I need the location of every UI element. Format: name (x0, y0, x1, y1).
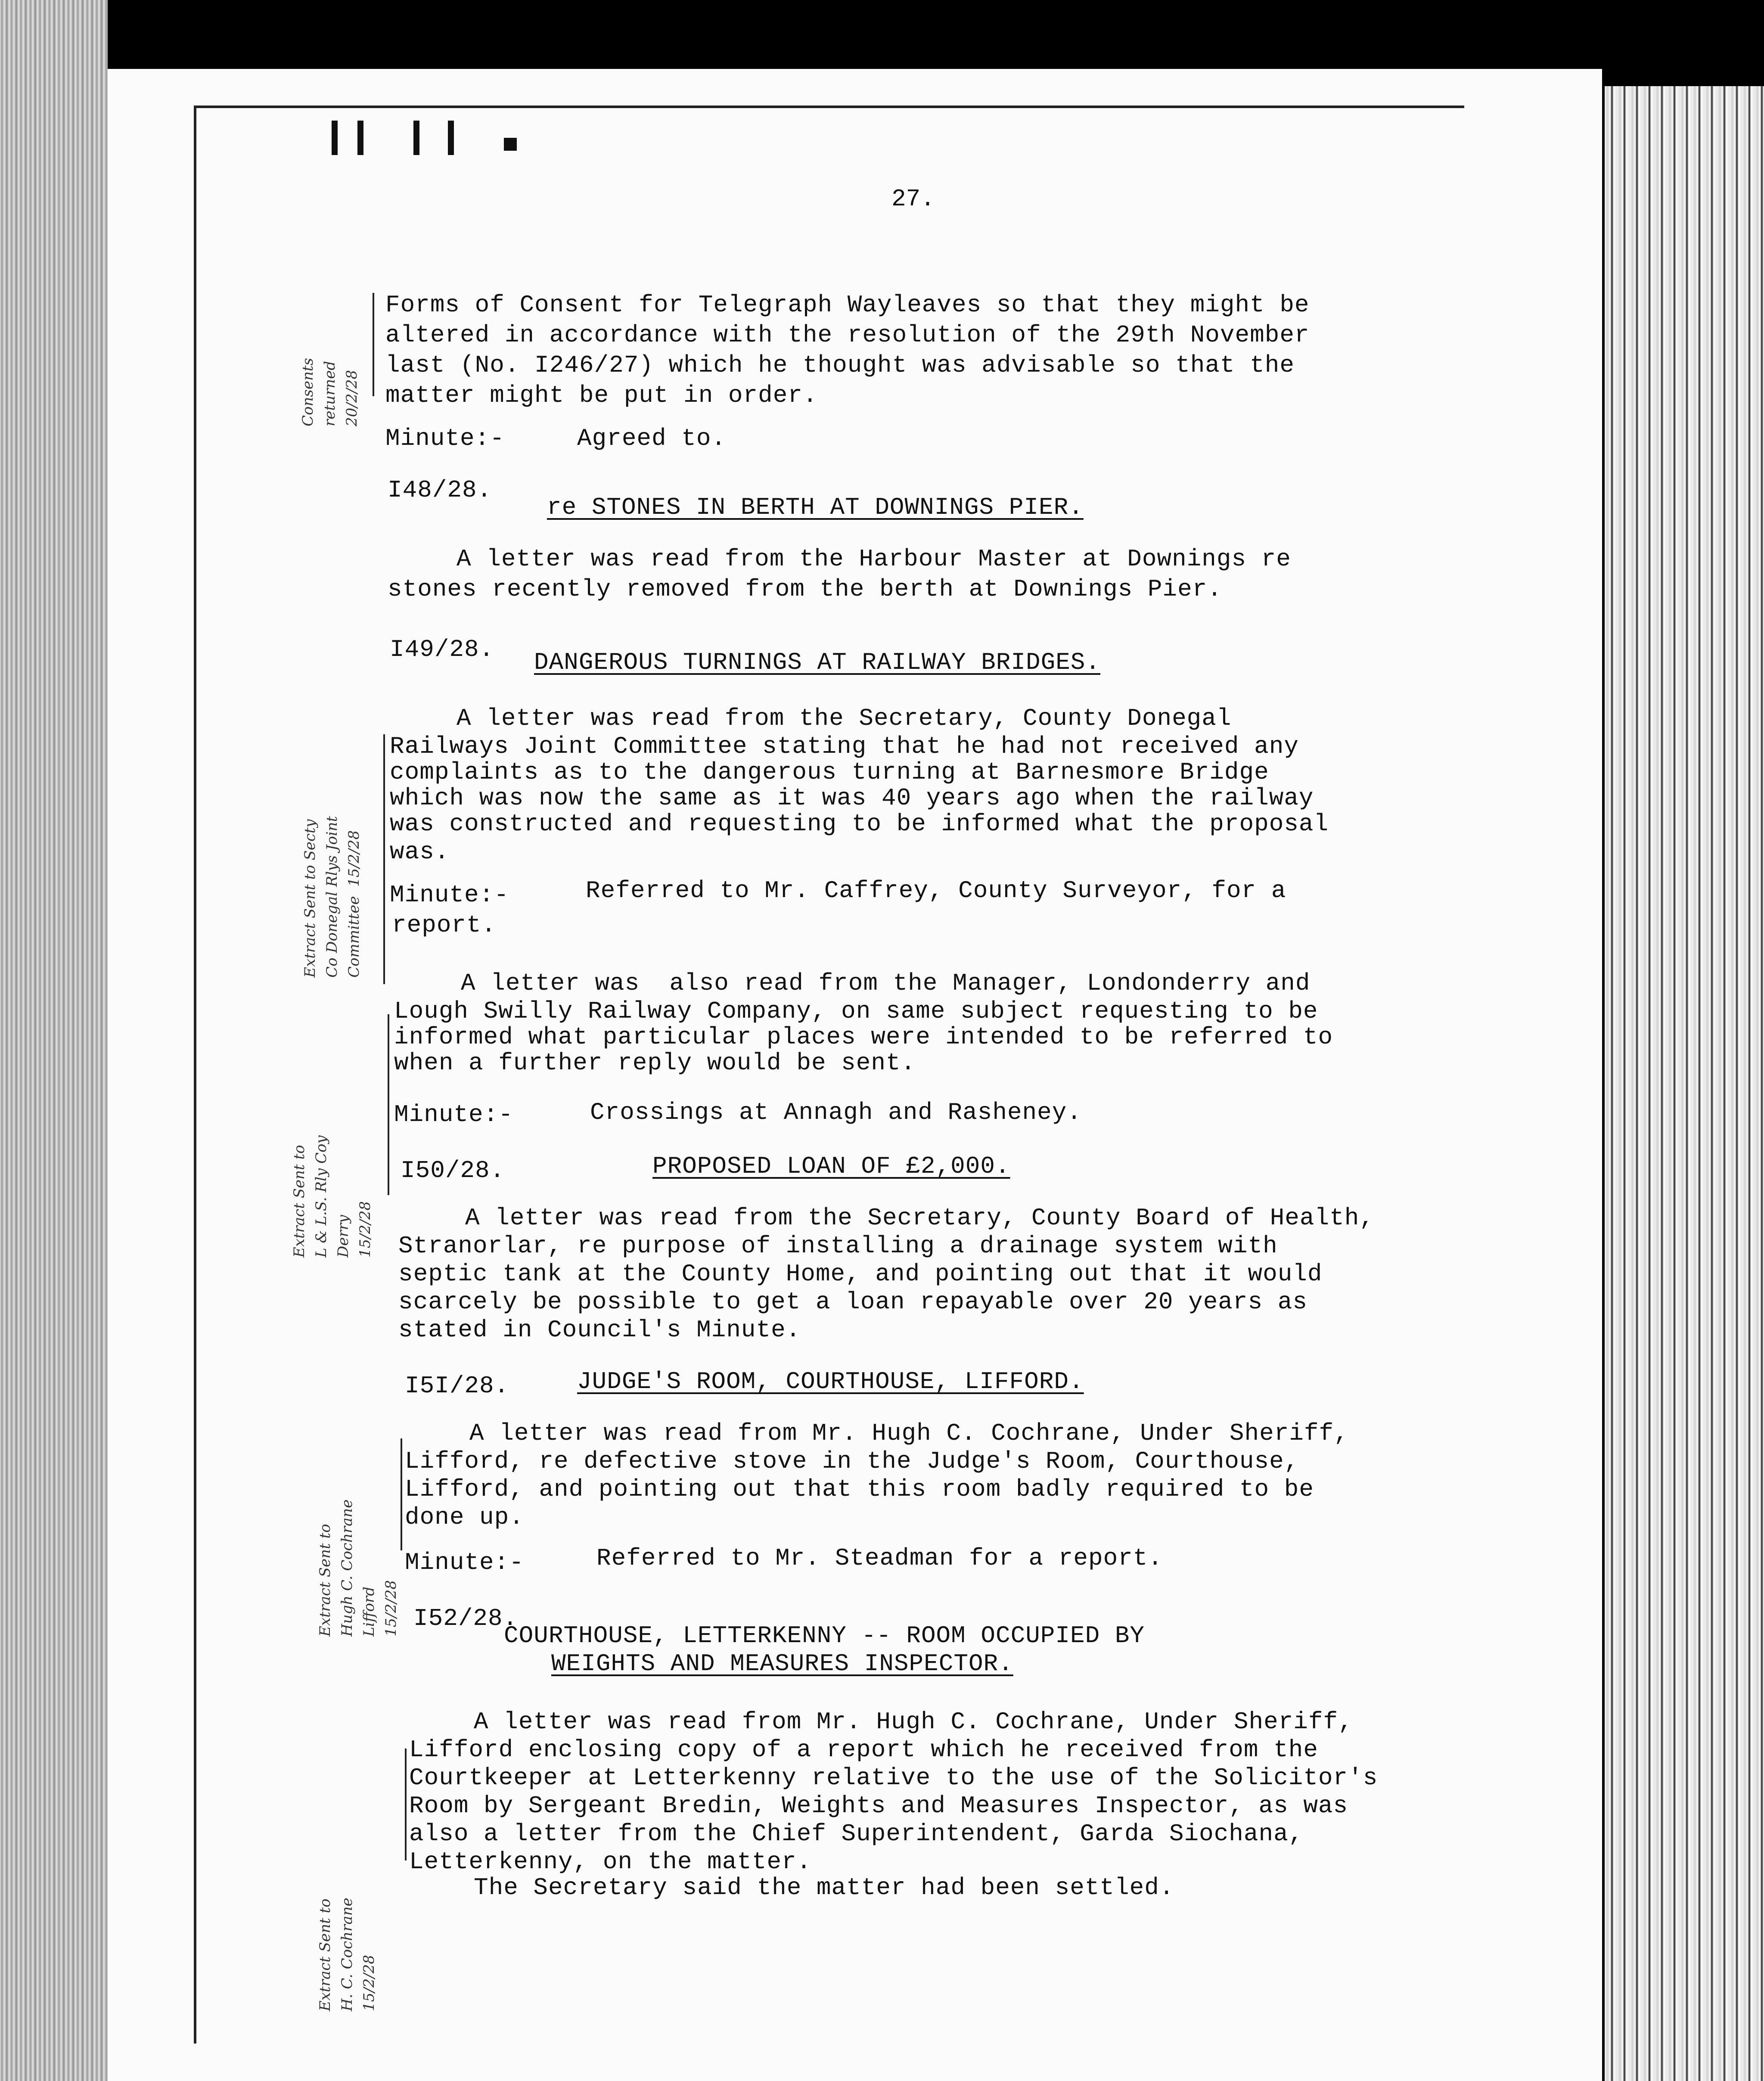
margin-bracket (388, 1014, 389, 1195)
margin-bracket (405, 1749, 407, 1860)
margin-note-consents: Consents returned 20/2/28 (299, 358, 360, 426)
text-line: The Secretary said the matter had been settled. (474, 1874, 1174, 1901)
text-line: septic tank at the County Home, and pointing out that it would (398, 1260, 1323, 1288)
minute-label: Minute:- (390, 881, 509, 909)
item-number: I50/28. (401, 1157, 505, 1184)
text-line: Stranorlar, re purpose of installing a drainage system with (398, 1232, 1278, 1260)
margin-note-extract-cochrane-1: Extract Sent to Hugh C. Cochrane Lifford 15/2/28 (317, 1499, 400, 1637)
margin-bracket (373, 293, 374, 396)
page-border-top (194, 106, 1464, 108)
text-line: matter might be put in order. (385, 382, 818, 409)
item-number: I49/28. (390, 636, 494, 663)
page-border-left (194, 106, 196, 2044)
item-heading: re STONES IN BERTH AT DOWNINGS PIER. (547, 494, 1084, 521)
item-number: I52/28. (413, 1605, 518, 1632)
text-line: informed what particular places were intended to be referred to (394, 1023, 1333, 1051)
text-line: Lifford enclosing copy of a report which he received from the (409, 1736, 1318, 1764)
minute-text: Crossings at Annagh and Rasheney. (590, 1099, 1082, 1126)
text-line: done up. (405, 1503, 524, 1531)
minute-text: Agreed to. (577, 425, 727, 452)
text-line: was. (390, 838, 450, 866)
text-line: also a letter from the Chief Superintendent, Garda Siochana, (409, 1820, 1304, 1848)
text-line: scarcely be possible to get a loan repayable over 20 years as (398, 1288, 1307, 1316)
item-heading: JUDGE'S ROOM, COURTHOUSE, LIFFORD. (577, 1368, 1084, 1395)
text-line: Lifford, re defective stove in the Judge's Room, Courthouse, (405, 1447, 1299, 1475)
text-line: which was now the same as it was 40 years ago when the railway (390, 784, 1314, 812)
minute-label: Minute:- (394, 1101, 513, 1128)
text-line: stated in Council's Minute. (398, 1316, 801, 1344)
text-line: was constructed and requesting to be informed what the proposal (390, 810, 1329, 838)
margin-note-extract-cochrane-2: Extract Sent to H. C. Cochrane 15/2/28 (317, 1898, 378, 2011)
text-line: A letter was also read from the Manager, Londonderry and (461, 969, 1311, 997)
page-number: 27. (891, 185, 935, 213)
text-line: Courtkeeper at Letterkenny relative to the use of the Solicitor's (409, 1764, 1378, 1792)
text-line: A letter was read from the Harbour Master at Downings re (457, 545, 1291, 573)
minute-text: Referred to Mr. Steadman for a report. (596, 1544, 1163, 1572)
text-line: altered in accordance with the resolution of the 29th November (385, 321, 1310, 349)
item-heading-line1: COURTHOUSE, LETTERKENNY -- ROOM OCCUPIED BY (504, 1622, 1145, 1649)
text-line: last (No. I246/27) which he thought was advisable so that the (385, 351, 1295, 379)
margin-note-extract-secretary: Extract Sent to Secty Co Donegal Rlys Joint Committee 15/2/28 (301, 816, 363, 978)
text-line: Railways Joint Committee stating that he had not received any (390, 733, 1299, 760)
margin-bracket (383, 734, 385, 984)
text-line: Lifford, and pointing out that this room badly required to be (405, 1475, 1314, 1503)
text-line: A letter was read from Mr. Hugh C. Cochrane, Under Sheriff, (474, 1708, 1353, 1736)
item-heading: PROPOSED LOAN OF £2,000. (652, 1152, 1010, 1180)
text-line: A letter was read from the Secretary, County Donegal (457, 705, 1232, 732)
text-line: Room by Sergeant Bredin, Weights and Measures Inspector, as was (409, 1792, 1348, 1820)
text-line: Forms of Consent for Telegraph Wayleaves so that they might be (385, 291, 1310, 319)
text-line: when a further reply would be sent. (394, 1049, 916, 1077)
item-number: I5I/28. (405, 1372, 509, 1400)
text-line: A letter was read from Mr. Hugh C. Cochrane, Under Sheriff, (469, 1419, 1349, 1447)
scan-left-edge (0, 0, 108, 2081)
text-line: stones recently removed from the berth at Downings Pier. (388, 575, 1222, 603)
binding-marks (332, 121, 512, 155)
text-line: Lough Swilly Railway Company, on same subject requesting to be (394, 997, 1318, 1025)
minute-text: Referred to Mr. Caffrey, County Surveyor, for a (586, 877, 1286, 904)
document-page (108, 69, 1602, 2081)
item-number: I48/28. (388, 476, 492, 504)
text-line: complaints as to the dangerous turning at Barnesmore Bridge (390, 758, 1269, 786)
text-line: Letterkenny, on the matter. (409, 1848, 812, 1876)
minute-label: Minute:- (405, 1549, 524, 1576)
ledger-page-edges (1602, 86, 1764, 2081)
margin-note-extract-lls-railway: Extract Sent to L & L.S. Rly Coy Derry 15/2/28 (291, 1135, 374, 1258)
minute-text-continued: report. (392, 911, 497, 939)
item-heading-line2: WEIGHTS AND MEASURES INSPECTOR. (551, 1650, 1013, 1677)
text-line: A letter was read from the Secretary, County Board of Health, (465, 1204, 1374, 1232)
item-heading: DANGEROUS TURNINGS AT RAILWAY BRIDGES. (534, 649, 1101, 676)
minute-label: Minute:- (385, 425, 505, 452)
